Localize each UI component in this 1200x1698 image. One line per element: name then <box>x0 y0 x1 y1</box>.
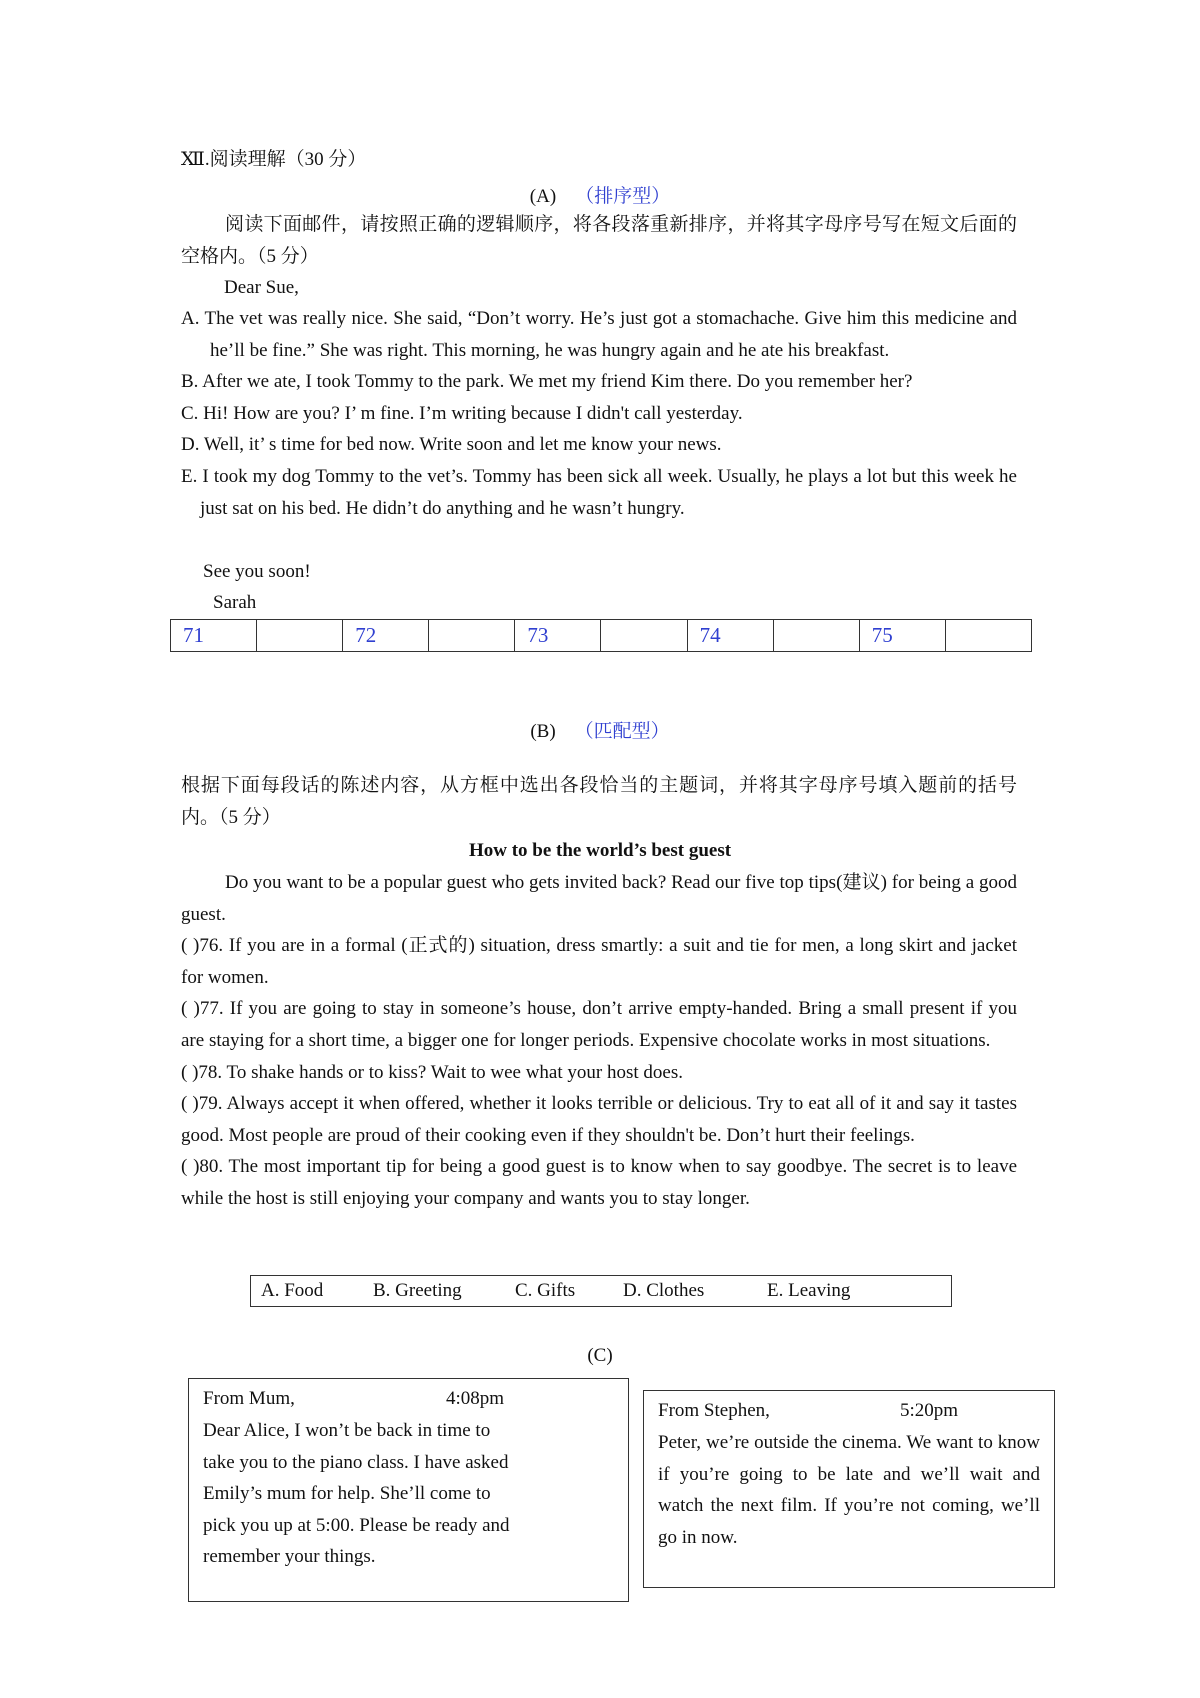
note-sender: From Stephen, <box>658 1400 770 1421</box>
tip-item: ( )80. The most important tip for being a good guest is to know when to say goodbye. The secret is to leave while the host is still enjoying your company and wants you to stay longer. <box>181 1156 1017 1209</box>
note-line: take you to the piano class. I have asked <box>203 1451 509 1473</box>
letter-paragraph: B. After we ate, I took Tommy to the park. We met my friend Kim there. Do you remember her? <box>181 371 913 393</box>
option: A. Food <box>261 1280 324 1301</box>
part-b-passage <box>181 867 1017 1215</box>
note-line: Dear Alice, I won’t be back in time to <box>203 1420 491 1441</box>
answer-number: 72 <box>343 620 429 652</box>
letter-paragraph: C. Hi! How are you? I’ m fine. I’m writing because I didn't call yesterday. <box>181 402 743 424</box>
note-line: Emily’s mum for help. She’ll come to <box>203 1483 491 1505</box>
options-box <box>250 1275 952 1307</box>
part-a-instructions: 阅读下面邮件，请按照正确的逻辑顺序，将各段落重新排序，并将其字母序号写在短文后面的空格内。（5 分） <box>181 214 1017 267</box>
answer-blank[interactable] <box>945 620 1031 652</box>
option: E. Leaving <box>767 1280 851 1301</box>
note-line: pick you up at 5:00. Please be ready and <box>203 1514 510 1536</box>
part-a-heading <box>0 181 1200 208</box>
answer-blank[interactable] <box>773 620 859 652</box>
part-b-heading <box>0 716 1200 743</box>
letter-paragraph: E. I took my dog Tommy to the vet’s. Tommy has been sick all week. Usually, he plays a lot but this week he just sat on his bed. He didn’t do anything and he wasn’t hungry. <box>181 465 1017 519</box>
letter-paragraph: D. Well, it’ s time for bed now. Write soon and let me know your news. <box>181 434 722 456</box>
note-header <box>658 1395 1040 1427</box>
answer-blank[interactable] <box>601 620 687 652</box>
note-sender: From Mum, <box>203 1388 295 1409</box>
note-time: 4:08pm <box>446 1388 505 1409</box>
section-title: Ⅻ.阅读理解（30 分） <box>181 149 367 170</box>
part-a-label: (A) <box>529 186 557 207</box>
tip-item: ( )76. If you are in a formal (正式的) situation, dress smartly: a suit and tie for men, a long skirt and jacket for women. <box>181 935 1017 988</box>
part-a-type: （排序型） <box>575 186 671 207</box>
answer-number: 71 <box>171 620 257 652</box>
answer-blank[interactable] <box>429 620 515 652</box>
note-time: 5:20pm <box>900 1400 959 1421</box>
letter-paragraphs <box>181 303 1017 524</box>
letter-signature: Sarah <box>213 592 257 613</box>
note-header <box>203 1383 614 1415</box>
answer-table <box>170 619 1032 652</box>
tip-item: ( )77. If you are going to stay in someone’s house, don’t arrive empty-handed. Bring a small present if you are staying for a short time, a bigger one for longer periods. Expensive chocolate works in most situations. <box>181 998 1017 1051</box>
part-b-type: （匹配型） <box>574 721 670 742</box>
part-b-label: (B) <box>530 721 556 742</box>
note-from-mum <box>188 1378 629 1602</box>
option: D. Clothes <box>623 1280 705 1301</box>
note-body: Peter, we’re outside the cinema. We want to know if you’re going to be late and we’ll wait and watch the next film. If you’re not coming, we’ll go in now. <box>658 1432 1040 1548</box>
note-line: remember your things. <box>203 1546 376 1568</box>
tip-item: ( )79. Always accept it when offered, whether it looks terrible or delicious. Try to eat all of it and say it tastes good. Most people are proud of their cooking even if they shouldn't be. Don’t hurt their feelings. <box>181 1093 1017 1146</box>
answer-number: 74 <box>687 620 773 652</box>
letter-greeting: Dear Sue, <box>224 277 299 298</box>
answer-blank[interactable] <box>257 620 343 652</box>
passage-intro: Do you want to be a popular guest who gets invited back? Read our five top tips(建议) for being a good guest. <box>181 872 1017 925</box>
part-c-heading: (C) <box>587 1345 613 1366</box>
part-b-instructions: 根据下面每段话的陈述内容，从方框中选出各段恰当的主题词，并将其字母序号填入题前的括号内。（5 分） <box>181 775 1017 828</box>
option: C. Gifts <box>515 1280 576 1301</box>
letter-closing: See you soon! <box>203 561 311 582</box>
passage-title: How to be the world’s best guest <box>468 840 732 861</box>
tip-item: ( )78. To shake hands or to kiss? Wait to wee what your host does. <box>181 1061 683 1083</box>
option: B. Greeting <box>373 1280 462 1301</box>
answer-number: 75 <box>859 620 945 652</box>
note-from-stephen <box>643 1390 1055 1588</box>
answer-number: 73 <box>515 620 601 652</box>
letter-paragraph: A. The vet was really nice. She said, “Don’t worry. He’s just got a stomachache. Give him this medicine and he’ll be fine.” She was right. This morning, he was hungry again and he ate his breakfast. <box>181 308 1017 361</box>
